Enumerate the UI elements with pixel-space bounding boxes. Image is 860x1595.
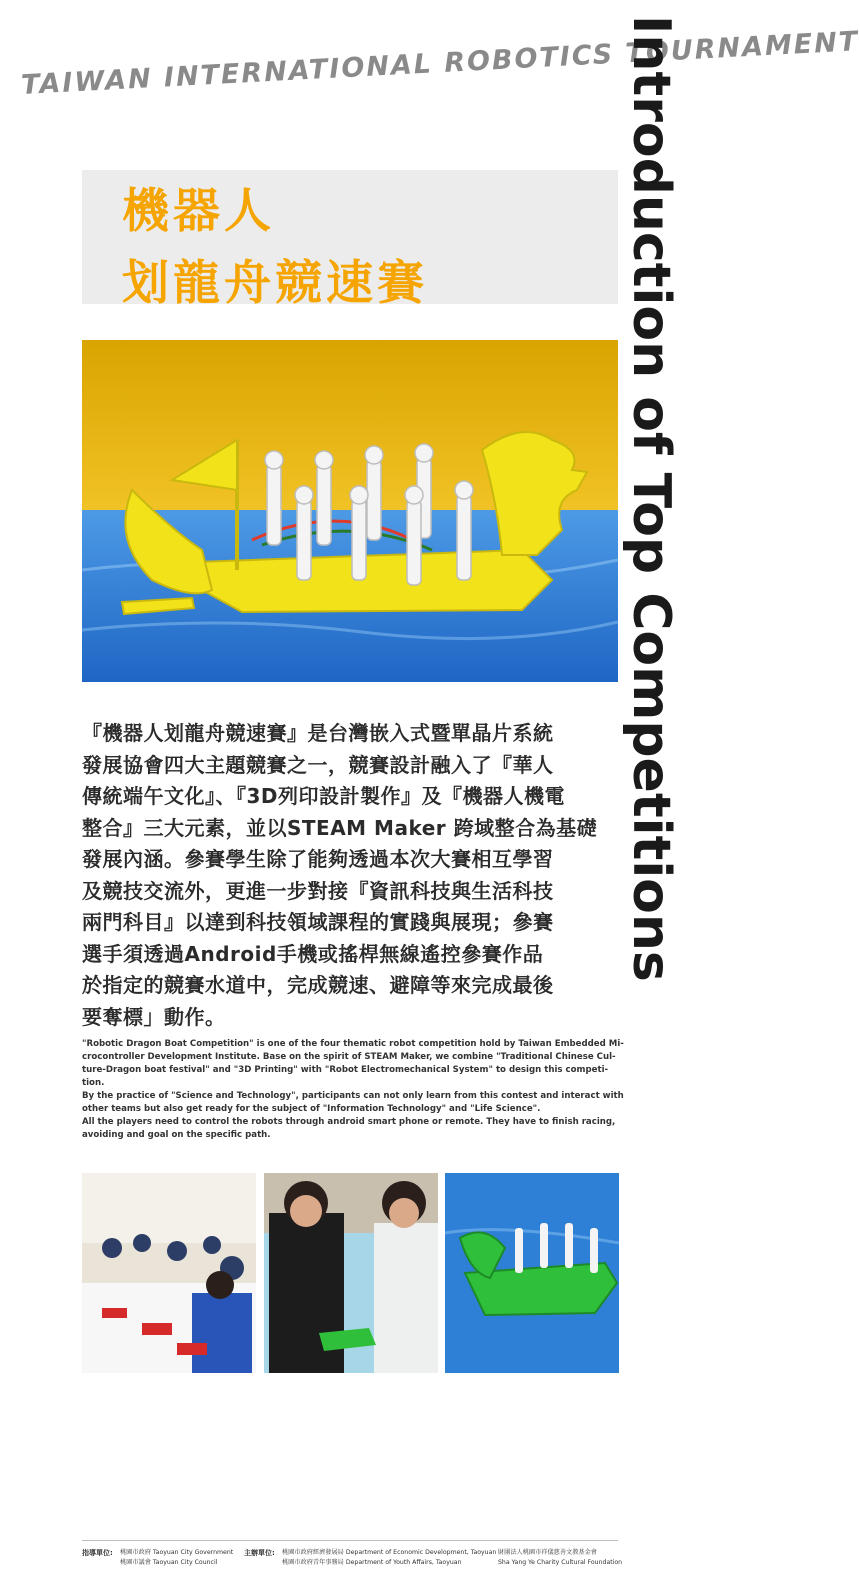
description-chinese <box>82 718 622 1033</box>
footer-guide-units <box>120 1548 233 1568</box>
zh-line: 傳統端午文化』、『3D列印設計製作』及『機器人機電 <box>82 784 566 808</box>
footer-foundation <box>498 1548 622 1568</box>
zh-line: 『機器人划龍舟競速賽』是台灣嵌入式暨單晶片系統 <box>82 721 554 745</box>
vertical-side-title: Introduction of Top Competitions <box>621 15 681 982</box>
title-line-1: 機器人 <box>122 184 275 239</box>
english-header-title: TAIWAN INTERNATIONAL ROBOTICS TOURNAMENT <box>20 26 860 101</box>
zh-line: 及競技交流外，更進一步對接『資訊科技與生活科技 <box>82 878 554 903</box>
host-unit: 桃園市政府青年事務局 Department of Youth Affairs, Taoyuan <box>282 1559 462 1566</box>
en-line: avoiding and goal on the specific path. <box>82 1130 271 1140</box>
footer-guide-label <box>82 1548 113 1559</box>
host-unit: 桃園市政府經濟發展局 Department of Economic Development, Taoyuan <box>282 1549 497 1556</box>
footer-host-units <box>282 1548 496 1568</box>
zh-line: 選手須透過Android手機或搖桿無線遙控參賽作品 <box>82 941 544 966</box>
host-label: 主辦單位: <box>244 1549 275 1557</box>
en-line: crocontroller Development Institute. Base on the spirit of STEAM Maker, we combine "Traditional Chinese Cul- <box>82 1052 616 1062</box>
zh-line: 要奪標」動作。 <box>82 1004 226 1029</box>
en-line: By the practice of "Science and Technology", participants can not only learn from this contest and interact with <box>82 1091 624 1101</box>
photo-green-dragon-boat <box>445 1173 619 1373</box>
photo-students-with-boat <box>264 1173 438 1373</box>
footer-divider <box>82 1540 618 1541</box>
zh-line: 於指定的競賽水道中，完成競速、避障等來完成最後 <box>82 973 554 997</box>
en-line: All the players need to control the robots through android smart phone or remote. They have to finish racing, <box>82 1117 616 1127</box>
zh-line: 發展協會四大主題競賽之一，競賽設計融入了『華人 <box>82 752 554 777</box>
footer-host-label <box>244 1548 275 1559</box>
en-line: ture-Dragon boat festival" and "3D Printing" with "Robot Electromechanical System" to design this competi- <box>82 1065 609 1075</box>
guide-label: 指導單位: <box>82 1549 113 1557</box>
description-english <box>82 1038 622 1142</box>
zh-line: 發展內涵。參賽學生除了能夠透過本次大賽相互學習 <box>82 847 554 871</box>
hero-photo-dragon-boat <box>82 340 618 682</box>
photo-classroom-students <box>82 1173 256 1373</box>
title-line-2: 划龍舟競速賽 <box>122 256 428 311</box>
guide-unit: 桃園市議會 Taoyuan City Council <box>120 1559 218 1566</box>
foundation-line: Sha Yang Ye Charity Cultural Foundation <box>498 1559 623 1566</box>
foundation-line: 財團法人桃園市祥儀慈善文教基金會 <box>498 1549 597 1556</box>
en-line: "Robotic Dragon Boat Competition" is one of the four thematic robot competition hold by Taiwan Embedded Mi- <box>82 1039 624 1049</box>
en-line: other teams but also get ready for the subject of "Information Technology" and "Life Science". <box>82 1104 541 1114</box>
zh-line: 整合』三大元素，並以STEAM Maker 跨域整合為基礎 <box>82 815 598 840</box>
zh-line: 兩門科目』以達到科技領域課程的實踐與展現；參賽 <box>82 910 554 934</box>
en-line: tion. <box>82 1078 105 1088</box>
guide-unit: 桃園市政府 Taoyuan City Government <box>120 1549 234 1556</box>
